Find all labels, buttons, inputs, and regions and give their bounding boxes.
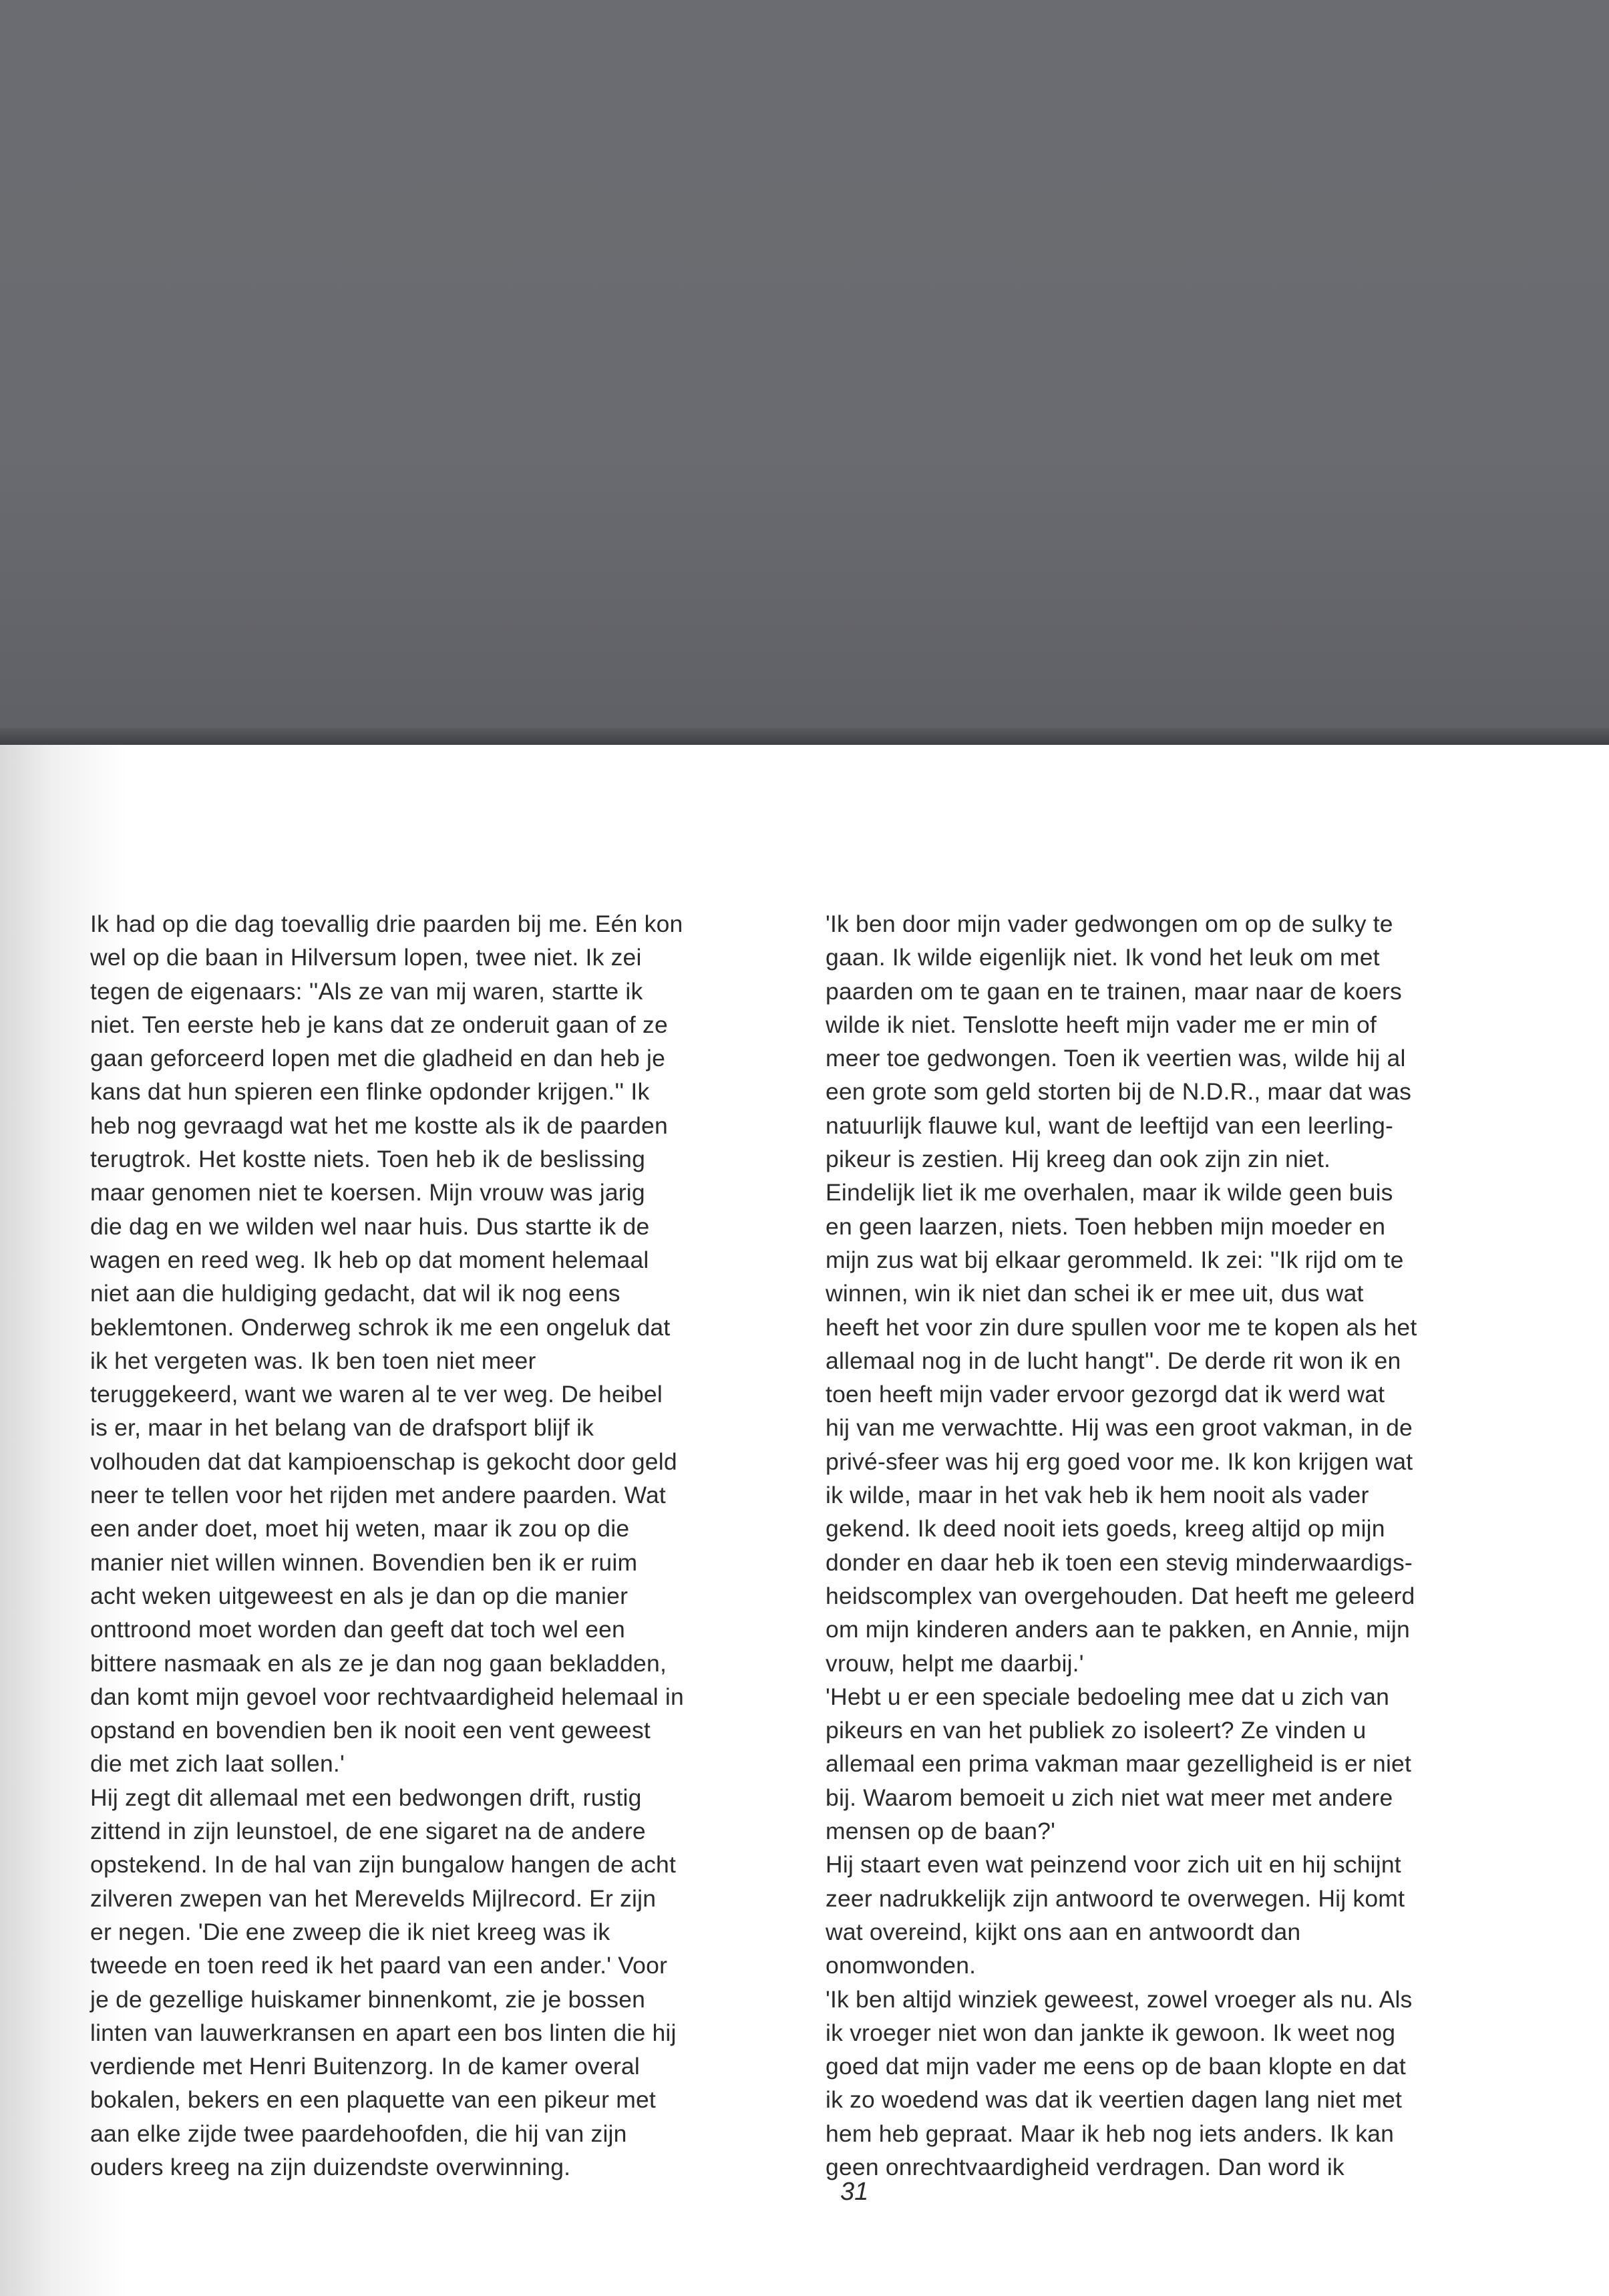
text-line: ik zo woedend was dat ik veertien dagen lang niet met xyxy=(826,2086,1403,2114)
text-line: vrouw, helpt me daarbij.' xyxy=(826,1649,1084,1677)
text-line: zittend in zijn leunstoel, de ene sigaret na de andere xyxy=(90,1818,646,1845)
text-line: tegen de eigenaars: ''Als ze van mij waren, startte ik xyxy=(90,977,643,1005)
text-line: heidscomplex van overgehouden. Dat heeft me geleerd xyxy=(826,1582,1415,1609)
text-line: ouders kreeg na zijn duizendste overwinning. xyxy=(90,2153,571,2180)
text-line: niet aan die huldiging gedacht, dat wil ik nog eens xyxy=(90,1280,620,1307)
text-line: gekend. Ik deed nooit iets goeds, kreeg altijd op mijn xyxy=(826,1515,1385,1542)
text-line: gaan. Ik wilde eigenlijk niet. Ik vond het leuk om met xyxy=(826,944,1380,971)
text-line: manier niet willen winnen. Bovendien ben ik er ruim xyxy=(90,1548,638,1576)
text-line: en geen laarzen, niets. Toen hebben mijn moeder en xyxy=(826,1212,1386,1240)
text-line: bittere nasmaak en als ze je dan nog gaan bekladden, xyxy=(90,1649,667,1677)
text-line: aan elke zijde twee paardehoofden, die hij van zijn xyxy=(90,2120,627,2147)
text-line: terugtrok. Het kostte niets. Toen heb ik de beslissing xyxy=(90,1146,646,1173)
text-line: neer te tellen voor het rijden met andere paarden. Wat xyxy=(90,1482,666,1509)
text-line: dan komt mijn gevoel voor rechtvaardigheid helemaal in xyxy=(90,1683,684,1710)
text-line: linten van lauwerkransen en apart een bos linten die hij xyxy=(90,2019,677,2046)
text-line: gaan geforceerd lopen met die gladheid en dan heb je xyxy=(90,1045,666,1072)
text-line: mijn zus wat bij elkaar gerommeld. Ik zei: ''Ik rijd om te xyxy=(826,1246,1404,1273)
text-line: teruggekeerd, want we waren al te ver weg. De heibel xyxy=(90,1381,663,1408)
text-line: winnen, win ik niet dan schei ik er mee uit, dus wat xyxy=(826,1280,1364,1307)
text-line: ik vroeger niet won dan jankte ik gewoon. Ik weet nog xyxy=(826,2019,1396,2046)
panel-edge xyxy=(0,728,1609,745)
text-line: je de gezellige huiskamer binnenkomt, zie je bossen xyxy=(90,1985,646,2013)
text-line: 'Ik ben door mijn vader gedwongen om op de sulky te xyxy=(826,911,1393,937)
text-line: heeft het voor zin dure spullen voor me te kopen als het xyxy=(826,1313,1417,1341)
text-line: wilde ik niet. Tenslotte heeft mijn vader me er min of xyxy=(826,1011,1377,1038)
text-line: om mijn kinderen anders aan te pakken, en Annie, mijn xyxy=(826,1616,1410,1643)
text-line: privé-sfeer was hij erg goed voor me. Ik kon krijgen wat xyxy=(826,1448,1413,1475)
text-line: 'Hebt u er een speciale bedoeling mee dat u zich van xyxy=(826,1683,1390,1710)
text-line: is er, maar in het belang van de drafsport blijf ik xyxy=(90,1414,594,1442)
text-line: hem heb gepraat. Maar ik heb nog iets anders. Ik kan xyxy=(826,2120,1395,2147)
text-line: hij van me verwachtte. Hij was een groot vakman, in de xyxy=(826,1414,1413,1442)
text-line: meer toe gedwongen. Toen ik veertien was, wilde hij al xyxy=(826,1045,1406,1072)
text-line: bij. Waarom bemoeit u zich niet wat meer met andere xyxy=(826,1784,1393,1811)
gray-backing-panel xyxy=(0,0,1609,745)
text-line: pikeurs en van het publiek zo isoleert? Ze vinden u xyxy=(826,1717,1367,1744)
text-line: kans dat hun spieren een flinke opdonder krijgen.'' Ik xyxy=(90,1078,650,1106)
text-line: onttroond moet worden dan geeft dat toch wel een xyxy=(90,1616,626,1643)
text-line: die met zich laat sollen.' xyxy=(90,1750,345,1778)
text-line: niet. Ten eerste heb je kans dat ze onderuit gaan of ze xyxy=(90,1011,668,1038)
text-line: een ander doet, moet hij weten, maar ik zou op die xyxy=(90,1515,630,1542)
text-line: beklemtonen. Onderweg schrok ik me een ongeluk dat xyxy=(90,1313,671,1341)
text-line: bokalen, bekers en een plaquette van een pikeur met xyxy=(90,2086,656,2114)
text-line: Hij zegt dit allemaal met een bedwongen drift, rustig xyxy=(90,1784,642,1811)
text-line: acht weken uitgeweest en als je dan op die manier xyxy=(90,1582,629,1609)
page-number: 31 xyxy=(840,2178,869,2206)
text-line: donder en daar heb ik toen een stevig minderwaardigs- xyxy=(826,1548,1413,1576)
text-line: pikeur is zestien. Hij kreeg dan ook zijn zin niet. xyxy=(826,1146,1331,1173)
text-line: zilveren zwepen van het Merevelds Mijlrecord. Er zijn xyxy=(90,1884,657,1912)
text-line: paarden om te gaan en te trainen, maar naar de koers xyxy=(826,977,1402,1005)
text-line: wat overeind, kijkt ons aan en antwoordt dan xyxy=(826,1918,1301,1945)
text-line: geen onrechtvaardigheid verdragen. Dan word ik xyxy=(826,2153,1345,2180)
text-line: ik het vergeten was. Ik ben toen niet meer xyxy=(90,1347,536,1374)
text-line: die dag en we wilden wel naar huis. Dus startte ik de xyxy=(90,1212,650,1240)
text-line: wagen en reed weg. Ik heb op dat moment helemaal xyxy=(90,1246,649,1273)
text-line: natuurlijk flauwe kul, want de leeftijd van een leerling- xyxy=(826,1112,1394,1139)
right-text-column xyxy=(826,907,1500,2184)
text-line: toen heeft mijn vader ervoor gezorgd dat ik werd wat xyxy=(826,1381,1385,1408)
text-line: tweede en toen reed ik het paard van een ander.' Voor xyxy=(90,1952,668,1979)
text-line: maar genomen niet te koersen. Mijn vrouw was jarig xyxy=(90,1179,645,1206)
left-text-column xyxy=(90,907,765,2184)
text-line: allemaal nog in de lucht hangt''. De derde rit won ik en xyxy=(826,1347,1401,1374)
text-line: mensen op de baan?' xyxy=(826,1818,1056,1845)
text-line: goed dat mijn vader me eens op de baan klopte en dat xyxy=(826,2053,1406,2080)
text-line: volhouden dat dat kampioenschap is gekocht door geld xyxy=(90,1448,677,1475)
text-line: heb nog gevraagd wat het me kostte als ik de paarden xyxy=(90,1112,668,1139)
text-line: opstekend. In de hal van zijn bungalow hangen de acht xyxy=(90,1851,677,1878)
text-line: verdiende met Henri Buitenzorg. In de kamer overal xyxy=(90,2053,640,2080)
text-line: een grote som geld storten bij de N.D.R., maar dat was xyxy=(826,1078,1412,1106)
text-line: 'Ik ben altijd winziek geweest, zowel vroeger als nu. Als xyxy=(826,1985,1413,2013)
text-line: Hij staart even wat peinzend voor zich uit en hij schijnt xyxy=(826,1851,1401,1878)
text-line: wel op die baan in Hilversum lopen, twee niet. Ik zei xyxy=(90,944,642,971)
text-line: ik wilde, maar in het vak heb ik hem nooit als vader xyxy=(826,1482,1369,1509)
text-line: allemaal een prima vakman maar gezelligheid is er niet xyxy=(826,1750,1412,1778)
text-line: opstand en bovendien ben ik nooit een vent geweest xyxy=(90,1717,651,1744)
text-line: er negen. 'Die ene zweep die ik niet kreeg was ik xyxy=(90,1918,610,1945)
text-line: onomwonden. xyxy=(826,1952,976,1979)
text-line: zeer nadrukkelijk zijn antwoord te overwegen. Hij komt xyxy=(826,1884,1405,1912)
text-line: Eindelijk liet ik me overhalen, maar ik wilde geen buis xyxy=(826,1179,1393,1206)
text-line: Ik had op die dag toevallig drie paarden bij me. Eén kon xyxy=(90,911,683,937)
